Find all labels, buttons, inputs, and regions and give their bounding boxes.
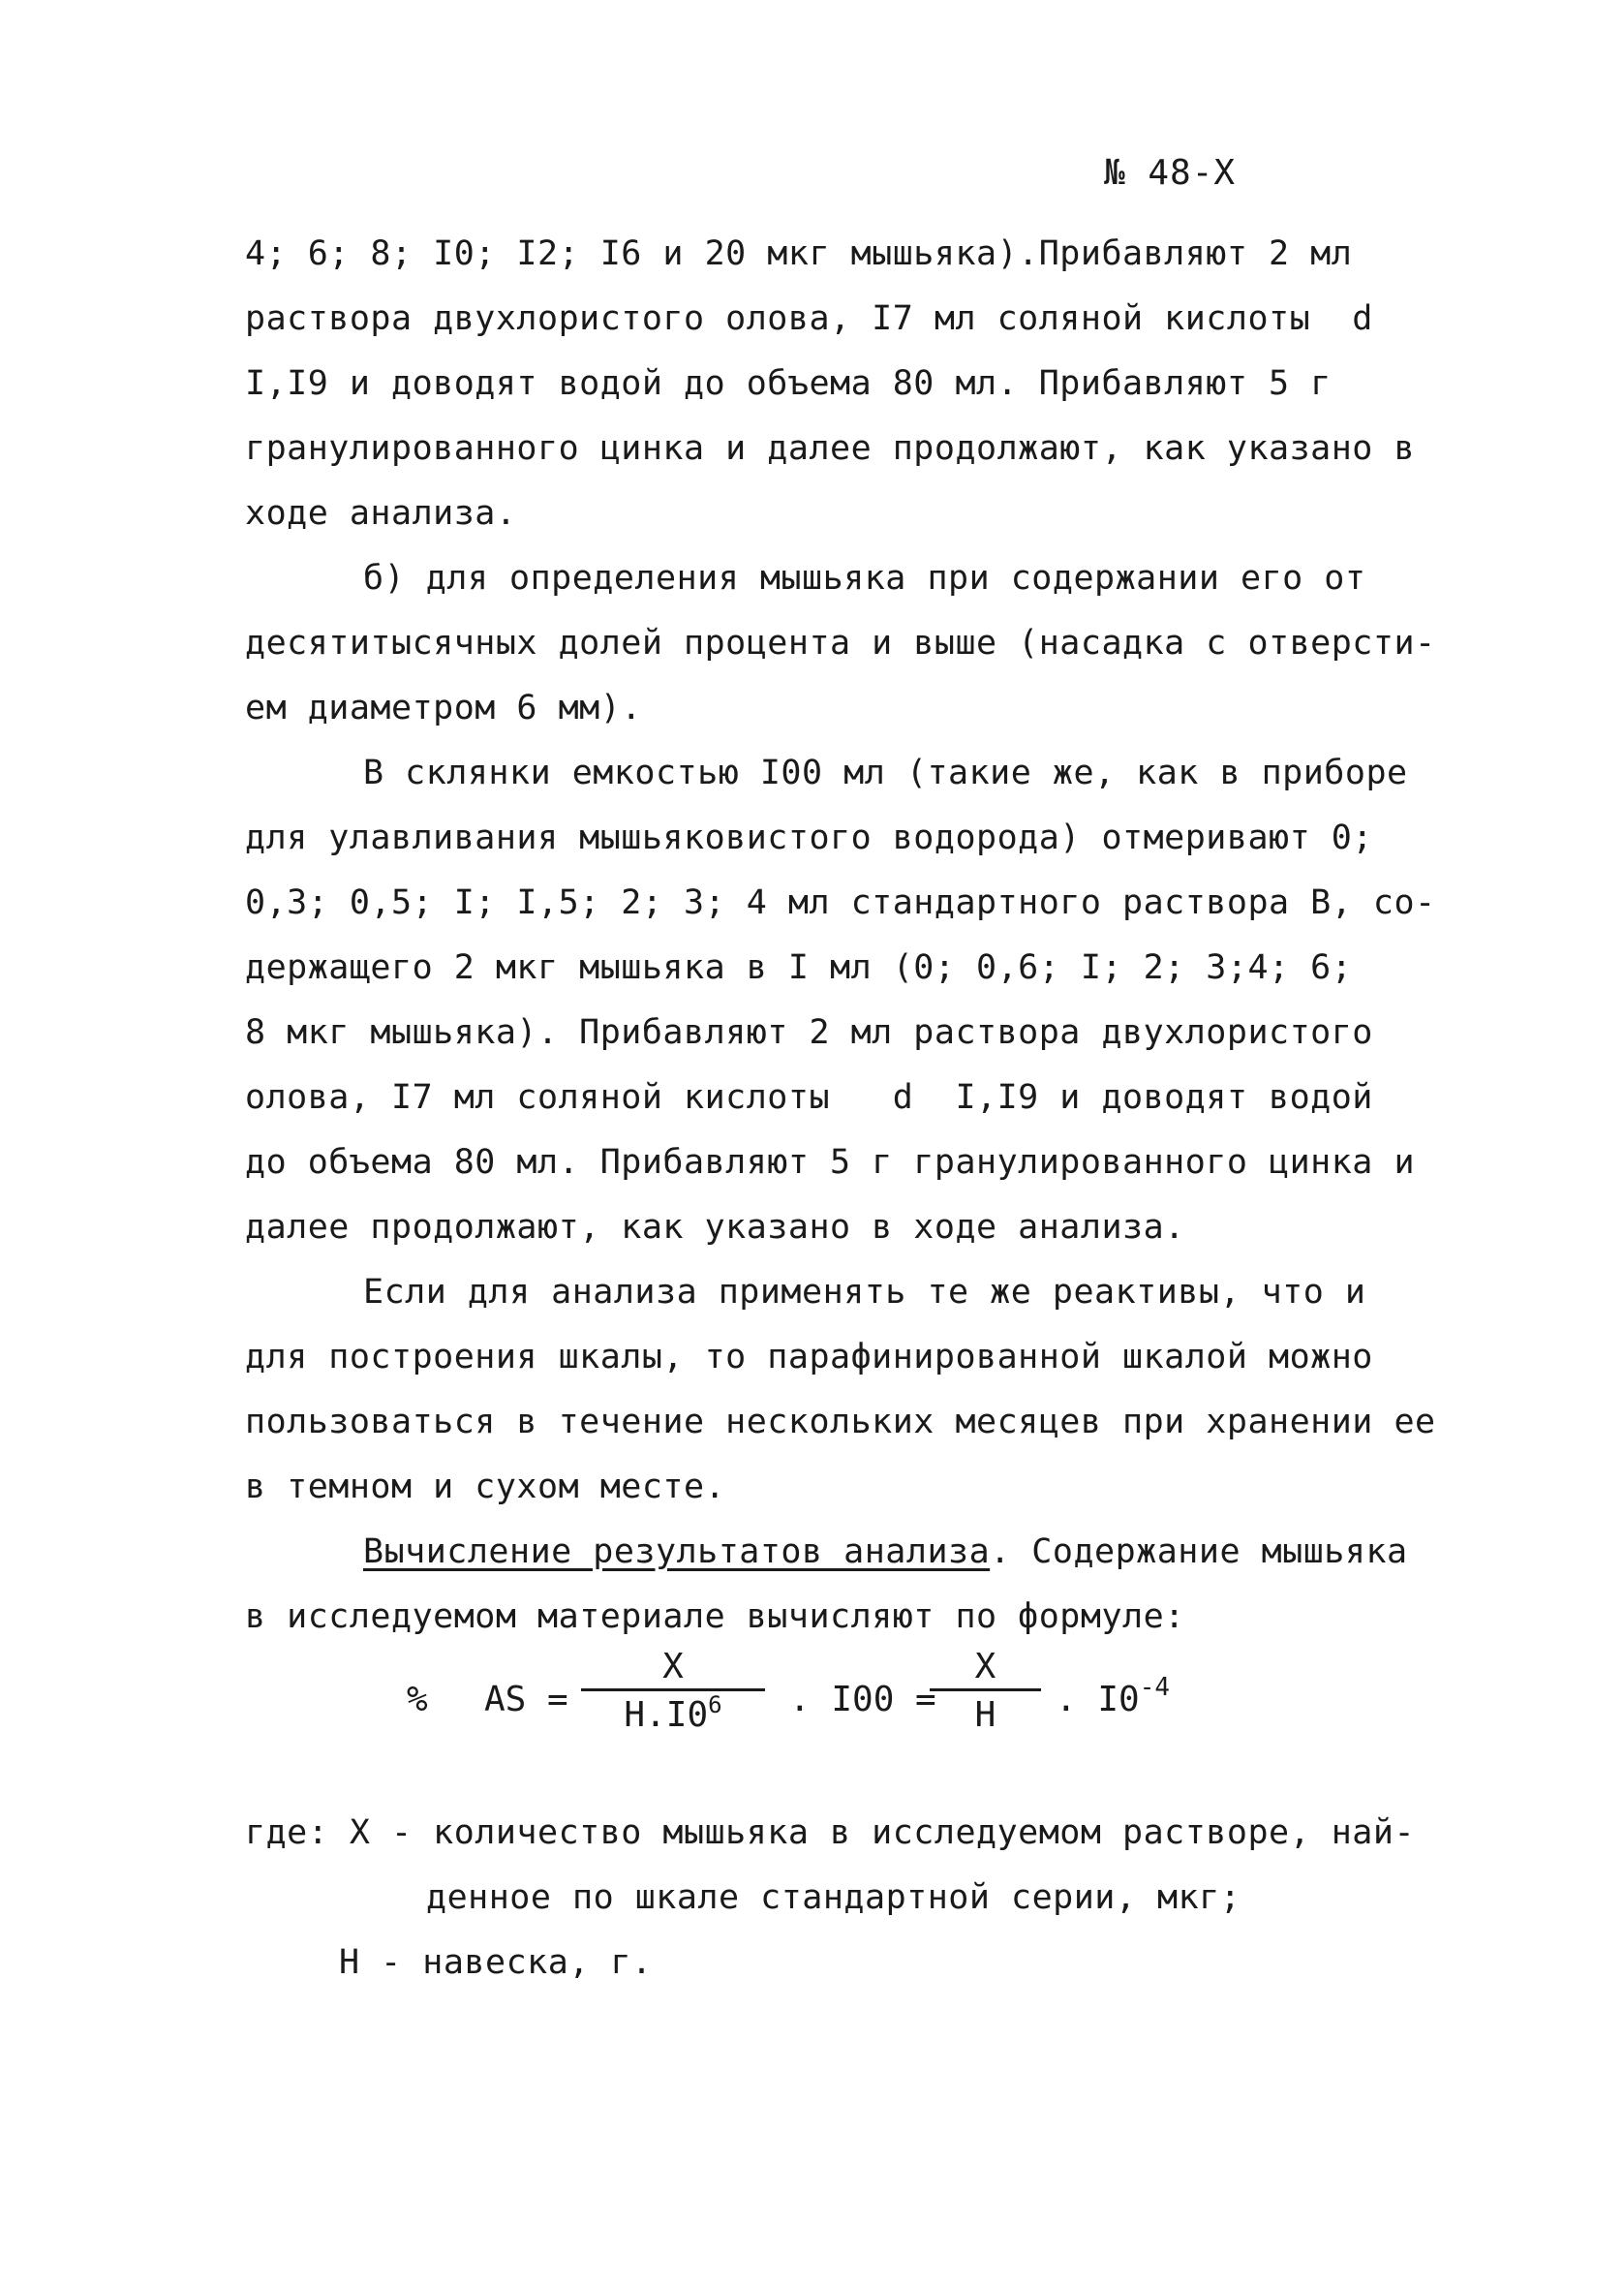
paragraph-line: пользоваться в течение нескольких месяцев при хранении ее [245, 1403, 1436, 1441]
section-heading-continuation: . Содержание мышьяка [990, 1532, 1408, 1571]
paragraph-line: ходе анализа. [245, 494, 517, 533]
document-number: № 48-X [1104, 153, 1237, 193]
formula-mult-2 [1056, 1673, 1171, 1719]
paragraph-line: в темном и сухом месте. [245, 1468, 726, 1506]
formula-mult-1: . I00 = [789, 1680, 936, 1719]
legend-line: денное по шкале стандартной серии, мкг; [426, 1878, 1241, 1917]
formula-exponent: -4 [1139, 1673, 1171, 1702]
fraction-2-denominator: H [974, 1695, 996, 1735]
paragraph-line: далее продолжают, как указано в ходе анализа. [245, 1208, 1185, 1247]
fraction-1-denominator-exponent: 6 [708, 1691, 722, 1718]
formula-fraction-1 [581, 1647, 765, 1735]
paragraph-line: Если для анализа применять те же реактивы, что и [363, 1273, 1366, 1312]
paragraph-line: для улавливания мышьяковистого водорода) отмеривают 0; [245, 819, 1373, 857]
paragraph-line: I,I9 и доводят водой до объема 80 мл. Прибавляют 5 г [245, 364, 1332, 403]
paragraph-line: раствора двухлористого олова, I7 мл соляной кислоты d [245, 299, 1373, 338]
section-heading-line [363, 1530, 1408, 1573]
paragraph-line: десятитысячных долей процента и выше (насадка с отверсти- [245, 624, 1436, 663]
paragraph-line: ем диаметром 6 мм). [245, 689, 642, 727]
fraction-2-numerator: X [974, 1647, 996, 1686]
fraction-2-bar [930, 1688, 1041, 1691]
legend-line: H - навеска, г. [339, 1943, 653, 1982]
paragraph-line: 8 мкг мышьяка). Прибавляют 2 мл раствора двухлористого [245, 1013, 1373, 1052]
formula-power-base: . I0 [1056, 1680, 1140, 1719]
fraction-1-denominator [581, 1691, 765, 1735]
paragraph-line: олова, I7 мл соляной кислоты d I,I9 и доводят водой [245, 1078, 1373, 1117]
paragraph-line: 0,3; 0,5; I; I,5; 2; 3; 4 мл стандартного раствора В, со- [245, 883, 1436, 922]
section-heading: Вычисление результатов анализа [363, 1532, 991, 1571]
paragraph-line: 4; 6; 8; I0; I2; I6 и 20 мкг мышьяка).Прибавляют 2 мл [245, 234, 1353, 273]
formula-fraction-2 [930, 1647, 1041, 1735]
formula-as: AS = [484, 1680, 568, 1719]
legend-line: где: X - количество мышьяка в исследуемом растворе, най- [245, 1813, 1416, 1852]
fraction-1-bar [581, 1688, 765, 1691]
paragraph-line: для построения шкалы, то парафинированной шкалой можно [245, 1338, 1373, 1376]
paragraph-line: в исследуемом материале вычисляют по формуле: [245, 1597, 1185, 1636]
paragraph-line: гранулированного цинка и далее продолжают, как указано в [245, 429, 1416, 468]
fraction-1-denominator-base: H.I0 [624, 1695, 709, 1735]
paragraph-line: б) для определения мышьяка при содержании его от [363, 559, 1366, 598]
paragraph-line: до объема 80 мл. Прибавляют 5 г гранулированного цинка и [245, 1143, 1416, 1182]
paragraph-line: держащего 2 мкг мышьяка в I мл (0; 0,6; I; 2; 3;4; 6; [245, 948, 1353, 987]
paragraph-line: В склянки емкостью I00 мл (такие же, как в приборе [363, 754, 1408, 792]
formula-percent: % [407, 1680, 428, 1719]
formula [407, 1647, 1278, 1773]
fraction-1-numerator: X [662, 1647, 684, 1686]
